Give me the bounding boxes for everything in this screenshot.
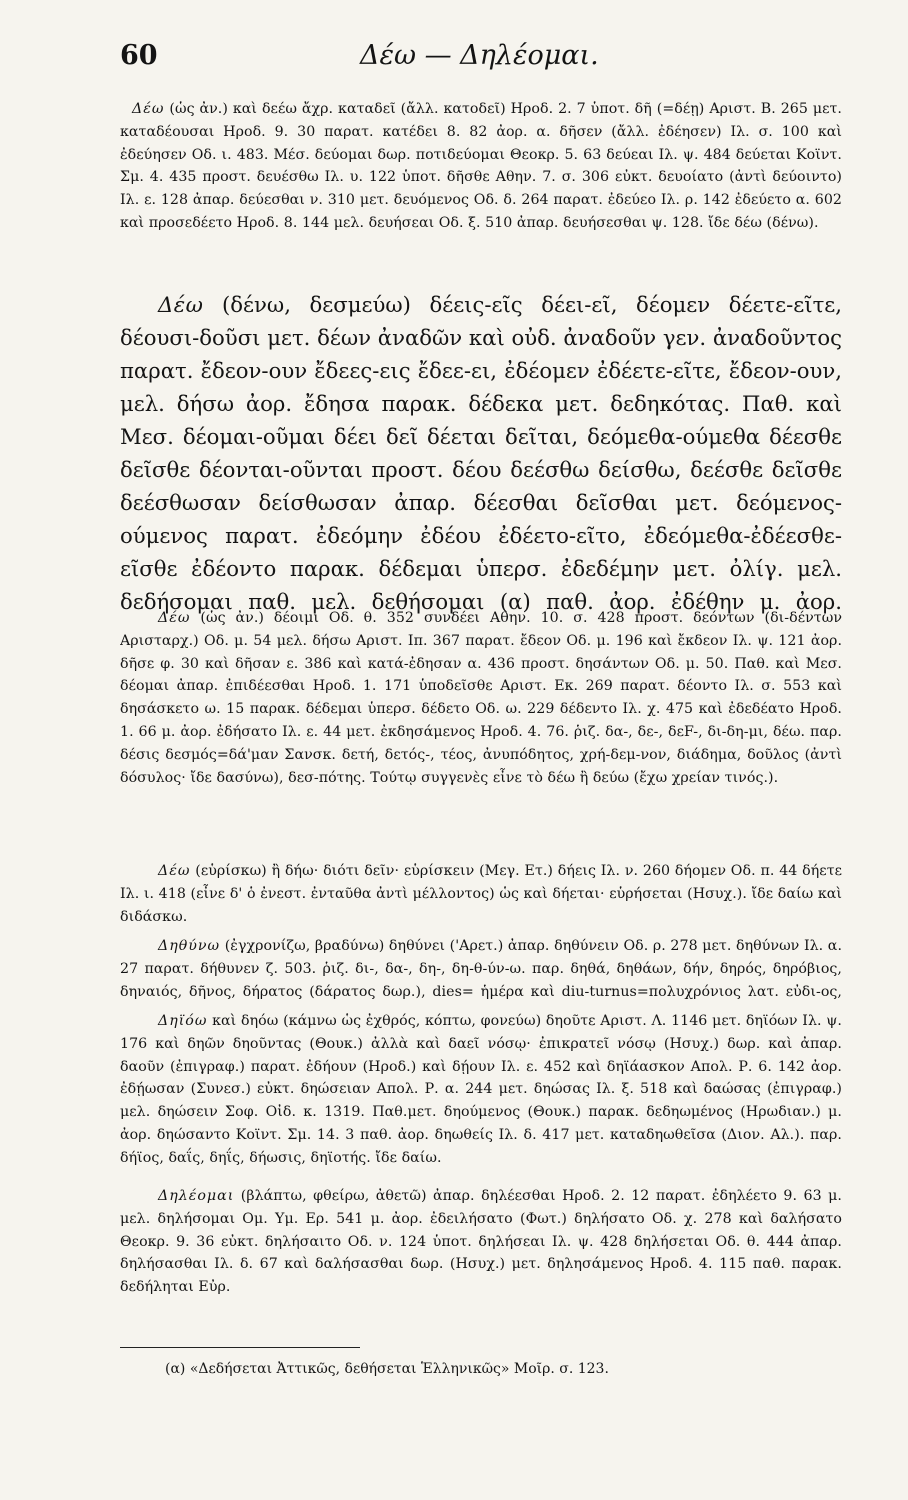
entry-body: (βλάπτω, φθείρω, ἀθετῶ) ἀπαρ. δηλέεσθαι Ηροδ. 2. 12 παρατ. ἐδηλέετο 9. 63 μ. μελ. δηλήσομαι Ομ. Υμ. Ερ. 541 μ. ἀορ. ἐδειλήσατο (Φωτ.) δηλήσατο Οδ. χ. 278 καὶ δαλήσατο Θεοκρ. 9. 36 εὐκτ. δηλήσαιτο Οδ. ν. 124 ὑποτ. δηλήσεαι Ιλ. ψ. 428 δηλήσεται Οδ. θ. 444 ἀπαρ. δηλήσασθαι Ιλ. δ. 67 καὶ δαλήσασθαι δωρ. (Ησυχ.) μετ. δηλησάμενος Ηροδ. 4. 115 παθ. παρακ. δεδήληται Εὐρ. — [120, 1188, 842, 1296]
page-number: 60 — [120, 40, 158, 71]
entry-deo-2 — [120, 288, 842, 618]
entry-deleomai — [120, 1185, 842, 1325]
entry-dethyno — [120, 935, 842, 1005]
entry-body: καὶ δηόω (κάμνω ὡς ἐχθρός, κόπτω, φονεύω) δηοῦτε Αριστ. Λ. 1146 μετ. δηϊόων Ιλ. ψ. 176 καὶ δηῶν δηοῦντας (Θουκ.) ἀλλὰ καὶ δαεῖ νόσῳ· ἐπικρατεῖ νόσῳ (Ησυχ.) δωρ. καὶ ἀπαρ. δαοῦν (ἐπιγραφ.) παρατ. ἐδήουν (Ηροδ.) καὶ δῄουν Ιλ. ε. 452 καὶ δηϊάασκον Απολ. Ρ. 6. 142 ἀορ. ἐδῄωσαν (Συνεσ.) εὐκτ. δηώσειαν Απολ. Ρ. α. 244 μετ. δηώσας Ιλ. ξ. 518 καὶ δαώσας (ἐπιγραφ.) μελ. δηώσειν Σοφ. Οἰδ. κ. 1319. Παθ.μετ. δηούμενος (Θουκ.) παρακ. δεδηωμένος (Ηρωδιαν.) μ. ἀορ. δηώσαντο Κοϊντ. Σμ. 14. 3 παθ. ἀορ. δηωθείς Ιλ. δ. 417 μετ. καταδηωθεῖσα (Διον. Αλ.). παρ. δήϊος, δαΐς, δηΐς, δήωσις, δηϊοτής. ἴδε δαίω. — [120, 1013, 842, 1166]
entry-headword: Δέω — [158, 863, 191, 879]
entry-body: (εὑρίσκω) ἢ δήω· διότι δεῖν· εὑρίσκειν (Μεγ. Ετ.) δήεις Ιλ. ν. 260 δήομεν Οδ. π. 44 δήετε Ιλ. ι. 418 (εἶνε δ' ὁ ἐνεστ. ἐνταῦθα ἀντὶ μέλλοντος) ὡς καὶ δήεται· εὑρήσεται (Ησυχ.). ἴδε δαίω καὶ διδάσκω. — [120, 863, 842, 925]
entry-body: (δένω, δεσμεύω) δέεις-εῖς δέει-εῖ, δέομεν δέετε-εῖτε, δέουσι-δοῦσι μετ. δέων ἀναδῶν καὶ οὐδ. ἀναδοῦν γεν. ἀναδοῦντος παρατ. ἔδεον-ουν ἔδεες-εις ἔδεε-ει, ἐδέομεν ἐδέετε-εῖτε, ἔδεον-ουν, μελ. δήσω ἀορ. ἔδησα παρακ. δέδεκα μετ. δεδηκότας. Παθ. καὶ Μεσ. δέομαι-οῦμαι δέει δεῖ δέεται δεῖται, δεόμεθα-ούμεθα δέεσθε δεῖσθε δέονται-οῦνται προστ. δέου δεέσθω δείσθω, δεέσθε δεῖσθε δεέσθωσαν δείσθωσαν ἀπαρ. δέεσθαι δεῖσθαι μετ. δεόμενος-ούμενος παρατ. ἐδεόμην ἐδέου ἐδέετο-εῖτο, ἐδεόμεθα-ἐδέεσθε-εῖσθε ἐδέοντο παρακ. δέδεμαι ὑπερσ. ἐδεδέμην μετ. ὀλίγ. μελ. δεδήσομαι παθ. μελ. δεθήσομαι (α) παθ. ἀορ. ἐδέθην μ. ἀορ. — [120, 292, 842, 614]
entry-deo-1 — [120, 98, 842, 280]
footnote-divider — [120, 1347, 360, 1348]
entry-deo-3 — [120, 607, 842, 859]
entry-body: (ὡς ἀν.) καὶ δεέω ἄχρ. καταδεῖ (ἄλλ. κατοδεῖ) Ηροδ. 2. 7 ὑποτ. δῆ (=δέῃ) Αριστ. Β. 265 μετ. καταδέουσαι Ηροδ. 9. 30 παρατ. κατέδει 8. 82 ἀορ. α. δῆσεν (ἄλλ. ἐδέησεν) Ιλ. σ. 100 καὶ ἐδεύησεν Οδ. ι. 483. Μέσ. δεύομαι δωρ. ποτιδεύομαι Θεοκρ. 5. 63 δεύεαι Ιλ. ψ. 484 δεύεται Κοϊντ. Σμ. 4. 435 προστ. δευέσθω Ιλ. υ. 122 ὑποτ. δῆσθε Αθην. 7. σ. 306 εὐκτ. δευοίατο (ἀντὶ δεύοιντο) Ιλ. ε. 128 ἀπαρ. δεύεσθαι ν. 310 μετ. δευόμενος Οδ. δ. 264 παρατ. ἐδεύεο Ιλ. ρ. 142 ἐδεύετο α. 602 καὶ προσεδέετο Ηροδ. 8. 144 μελ. δευήσεαι Οδ. ξ. 510 ἀπαρ. δευήσεσθαι ψ. 128. ἴδε δέω (δένω). — [120, 101, 842, 231]
entry-deo-4 — [120, 860, 842, 930]
entry-headword: Δέω — [158, 610, 191, 626]
entry-headword: Δηϊόω — [158, 1013, 208, 1029]
footnote: (α) «Δεδήσεται Ἀττικῶς, δεθήσεται Ἑλληνικῶς» Μοῖρ. σ. 123. — [165, 1361, 609, 1377]
entry-body: (ἐγχρονίζω, βραδύνω) δηθύνει ('Αρετ.) ἀπαρ. δηθύνειν Οδ. ρ. 278 μετ. δηθύνων Ιλ. α. 27 παρατ. δήθυνεν ζ. 503. ῥιζ. δι-, δα-, δη-, δη-θ-ύν-ω. παρ. δηθά, δηθάων, δήν, δηρός, δηρόβιος, δηναιός, δῆνος, δήρατος (δάρατος δωρ.), dies= ἡμέρα καὶ diu-turnus=πολυχρόνιος λατ. εὐδι-ος, — [120, 938, 842, 1000]
entry-headword: Δηλέομαι — [158, 1188, 235, 1204]
page-header — [120, 40, 840, 84]
entry-body: (ὡς ἀν.) δέοιμι Οδ. θ. 352 συνδέει Αθην. 10. σ. 428 προστ. δεόντων (δι-δέντων Αρισταρχ.) Οδ. μ. 54 μελ. δήσω Αριστ. Ιπ. 367 παρατ. ἔδεον Οδ. μ. 196 καὶ ἔκδεον Ιλ. ψ. 121 ἀορ. δῆσε φ. 30 καὶ δῆσαν ε. 386 καὶ κατά-ἐδησαν α. 436 προστ. δησάντων Οδ. μ. 50. Παθ. καὶ Μεσ. δέομαι ἀπαρ. ἐπιδέεσθαι Ηροδ. 1. 171 ὑποδεῖσθε Αριστ. Εκ. 269 παρατ. δέοντο Ιλ. σ. 553 καὶ δησάσκετο ω. 15 παρακ. δέδεμαι ὑπερσ. δέδετο Οδ. ω. 229 δέδεντο Ιλ. χ. 475 καὶ ἐδεδέατο Ηροδ. 1. 66 μ. ἀορ. ἐδήσατο Ιλ. ε. 44 μετ. ἐκδησάμενος Ηροδ. 4. 76. ῥιζ. δα-, δε-, δεF-, δι-δη-μι, δέω. παρ. δέσις δεσμός=δά'μαν Σανσκ. δετή, δετός-, τέος, ἀνυπόδητος, χρή-δεμ-νον, διάδημα, δοῦλος (ἀντὶ δόσυλος· ἴδε δασύνω), δεσ-πότης. Τούτῳ συγγενὲς εἶνε τὸ δέω ἢ δεύω (ἔχω χρείαν τινός.). — [120, 610, 842, 786]
entry-headword: Δηθύνω — [158, 938, 221, 954]
running-head: Δέω — Δηλέομαι. — [360, 40, 599, 71]
entry-deioo — [120, 1010, 842, 1182]
entry-headword: Δέω — [132, 101, 165, 117]
entry-headword: Δέω — [158, 292, 204, 317]
